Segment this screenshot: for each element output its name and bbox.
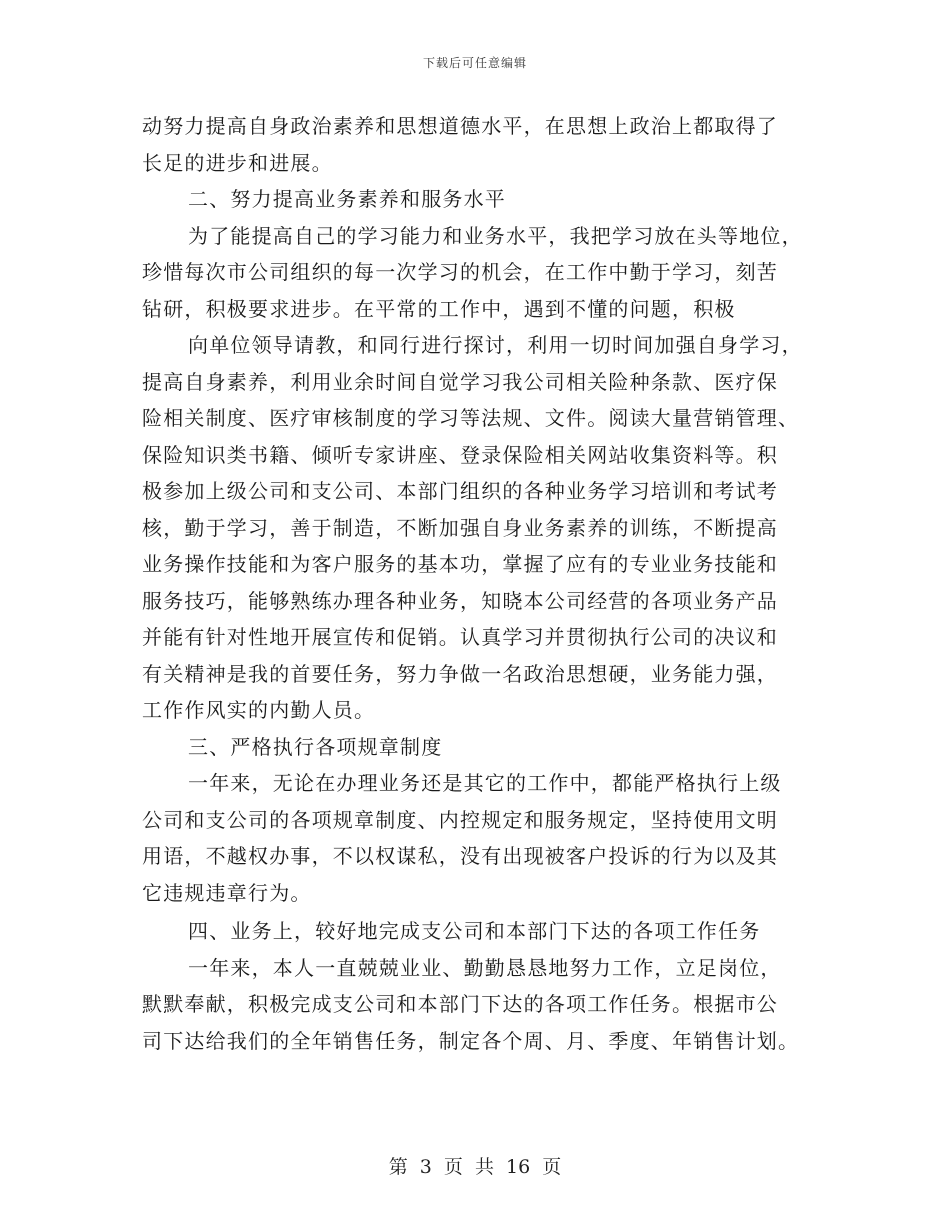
body-line: 工作作风实的内勤人员。	[142, 698, 376, 722]
body-line: 默默奉献，积极完成支公司和本部门下达的各项工作任务。根据市公	[142, 992, 778, 1016]
body-line: 向单位领导请教，和同行进行探讨，利用一切时间加强自身学习，	[188, 333, 803, 357]
page-header: 下载后可任意编辑	[422, 56, 527, 70]
body-line: 服务技巧，能够熟练办理各种业务，知晓本公司经营的各项业务产品	[142, 588, 778, 613]
section-heading: 四、业务上，较好地完成支公司和本部门下达的各项工作任务	[188, 919, 761, 943]
section-heading: 三、严格执行各项规章制度	[188, 734, 443, 759]
body-line: 核，勤于学习，善于制造，不断加强自身业务素养的训练，不断提高	[142, 515, 778, 540]
body-line: 珍惜每次市公司组织的每一次学习的机会，在工作中勤于学习，刻苦	[142, 260, 778, 284]
body-line: 司下达给我们的全年销售任务，制定各个周、月、季度、年销售计划。	[142, 1028, 800, 1053]
body-line: 公司和支公司的各项规章制度、内控规定和服务规定，坚持使用文明	[142, 807, 778, 832]
body-line: 并能有针对性地开展宣传和促销。认真学习并贯彻执行公司的决议和	[142, 625, 778, 649]
body-line: 险相关制度、医疗审核制度的学习等法规、文件。阅读大量营销管理、	[142, 406, 800, 430]
body-line: 有关精神是我的首要任务，努力争做一名政治思想硬，业务能力强，	[142, 661, 778, 686]
body-line: 极参加上级公司和支公司、本部门组织的各种业务学习培训和考试考	[142, 479, 778, 503]
body-line: 动努力提高自身政治素养和思想道德水平，在思想上政治上都取得了	[142, 114, 778, 138]
body-line: 一年来，无论在办理业务还是其它的工作中，都能严格执行上级	[188, 771, 782, 795]
document-body	[142, 108, 812, 1059]
body-line: 保险知识类书籍、倾听专家讲座、登录保险相关网站收集资料等。积	[142, 442, 778, 467]
body-line: 用语，不越权办事，不以权谋私，没有出现被客户投诉的行为以及其	[142, 844, 778, 868]
body-line: 为了能提高自己的学习能力和业务水平，我把学习放在头等地位，	[188, 223, 803, 248]
body-line: 钻研，积极要求进步。在平常的工作中，遇到不懂的问题，积极	[142, 296, 736, 321]
body-line: 长足的进步和进展。	[142, 150, 333, 175]
body-line: 它违规违章行为。	[142, 880, 312, 905]
body-line: 业务操作技能和为客户服务的基本功，掌握了应有的专业业务技能和	[142, 552, 778, 576]
body-line: 提高自身素养，利用业余时间自觉学习我公司相关险种条款、医疗保	[142, 369, 778, 394]
page-number: 第 3 页 共 16 页	[388, 1156, 562, 1178]
section-heading: 二、努力提高业务素养和服务水平	[188, 187, 506, 211]
body-line: 一年来，本人一直兢兢业业、勤勤恳恳地努力工作，立足岗位，	[188, 955, 782, 980]
